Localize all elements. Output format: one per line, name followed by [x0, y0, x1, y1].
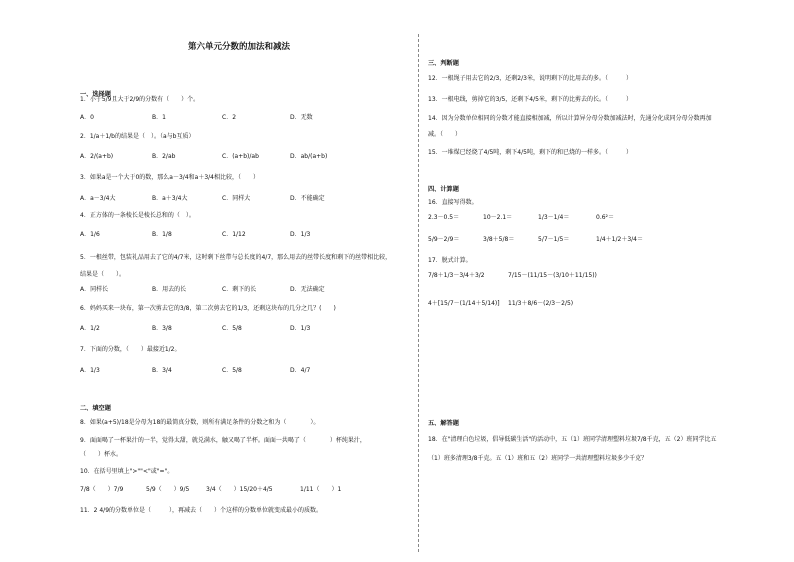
q16-item-1: 2.3－0.5＝ — [428, 214, 460, 221]
q11-text: 11．2 4/9的分数单位是（ ），再减去（ ）个这样的分数单位就变成最小的质数。 — [80, 507, 323, 514]
q2-option-b: B．2/ab — [152, 153, 176, 160]
q6-option-b: B．3/8 — [152, 325, 172, 332]
q5-text-cont: 结果是（ ）。 — [80, 271, 126, 278]
q2-option-c: C．(a+b)/ab — [222, 153, 259, 160]
q7-option-a: A．1/3 — [80, 367, 100, 374]
q10-item-1: 7/8（ ）7/9 — [80, 486, 124, 493]
q16-item-5: 5/9－2/9＝ — [428, 236, 460, 243]
q1-text: 1．小于5/9且大于2/9的分数有（ ）个。 — [80, 96, 200, 103]
q3-option-a: A．a－3/4大 — [80, 195, 116, 202]
section-judge: 三、判断题 — [428, 60, 459, 67]
q6-option-a: A．1/2 — [80, 325, 100, 332]
q12-text: 12．一根绳子用去它的2/3，还剩2/3米，说明剩下的比用去的多。（ ） — [428, 75, 632, 82]
q14-text-cont: 减。（ ） — [428, 131, 462, 138]
section-answer: 五、解答题 — [428, 420, 459, 427]
q17-item-1: 7/8＋1/3－3/4＋3/2 — [428, 272, 485, 279]
q6-option-d: D．1/3 — [290, 325, 311, 332]
q10-item-2: 5/9（ ）9/5 — [146, 486, 190, 493]
q4-option-b: B．1/8 — [152, 231, 172, 238]
q4-option-a: A．1/6 — [80, 231, 100, 238]
q5-text: 5．一根丝带，包装礼品用去了它的4/7米，这时剩下丝带与总长度的4/7，那么用去的丝带长度和剩下的丝带相比较， — [80, 254, 392, 261]
q5-option-b: B．用去的长 — [152, 286, 187, 293]
q2-text: 2．1/a＋1/b的结果是（ ）。（a与b互质） — [80, 133, 195, 140]
section-calc: 四、计算题 — [428, 186, 459, 193]
q8-text: 8．如果(a+5)/18是分母为18的最简真分数，则所有满足条件的分数之和为（ ）。 — [80, 419, 320, 426]
q10-text: 10．在括号里填上">""<"或"="。 — [80, 468, 174, 475]
q5-option-a: A．同样长 — [80, 286, 109, 293]
q1-option-c: C．2 — [222, 114, 237, 121]
q4-option-c: C．1/12 — [222, 231, 246, 238]
page-title: 第六单元分数的加法和减法 — [188, 42, 291, 52]
q3-option-c: C．同样大 — [222, 195, 251, 202]
section-fill: 二、填空题 — [80, 405, 111, 412]
q16-item-3: 1/3－1/4＝ — [538, 214, 570, 221]
q17-item-4: 11/3＋8/6－(2/3－2/5) — [508, 300, 574, 307]
q5-option-c: C．剩下的长 — [222, 286, 257, 293]
q1-option-b: B．1 — [152, 114, 166, 121]
q16-item-4: 0.6²＝ — [596, 214, 614, 221]
q6-text: 6．妈妈买来一块布，第一次剪去它的3/8，第二次剪去它的1/3，还剩这块布的几分之几？( ) — [80, 305, 336, 312]
q9-text: 9．面面喝了一杯果汁的一半，觉得太甜，就兑满水，触又喝了半杯。面面一共喝了（ ）杯纯果汁， — [80, 437, 366, 444]
q16-item-2: 10－2.1＝ — [483, 214, 513, 221]
q10-item-4: 1/11（ ）1 — [300, 486, 342, 493]
q7-text: 7．下面的分数，（ ）最接近1/2。 — [80, 346, 181, 353]
q5-option-d: D．无法确定 — [290, 286, 325, 293]
q15-text: 15．一堆煤已经烧了4/5吨，剩下4/5吨，剩下的和已烧的一样多。（ ） — [428, 149, 632, 156]
q18-text: 18．在"清理白色垃圾，倡导低碳生活"的活动中，五（1）班同学清理塑料垃圾7/8千克，五（2）班同学比五 — [428, 436, 717, 443]
q9-text-cont: （ ）杯水。 — [80, 451, 123, 458]
q16-item-6: 3/8＋5/8＝ — [483, 236, 515, 243]
q17-text: 17．脱式计算。 — [428, 257, 472, 264]
q7-option-c: C．5/8 — [222, 367, 242, 374]
q17-item-2: 7/15－(11/15－(3/10＋11/15)) — [508, 272, 597, 279]
q16-text: 16．直接写得数。 — [428, 199, 478, 206]
right-column — [428, 0, 738, 562]
q2-option-a: A．2/(a+b) — [80, 153, 114, 160]
q6-option-c: C．5/8 — [222, 325, 242, 332]
q10-item-3: 3/4（ ）15/20＋4/5 — [206, 486, 273, 493]
q3-text: 3．如果a是一个大于0的数，那么a－3/4和a＋3/4相比较，（ ） — [80, 174, 259, 181]
q16-item-8: 1/4＋1/2＋3/4＝ — [596, 236, 643, 243]
section-choice: 一、选择题 — [80, 91, 111, 98]
q3-option-d: D．不能确定 — [290, 195, 325, 202]
q1-option-d: D．无数 — [290, 114, 313, 121]
left-column — [80, 0, 410, 562]
q14-text: 14．因为分数单位相同的分数才能直接相加减，所以计算异分母分数加减法时，先通分化成同分母分数再加 — [428, 115, 712, 122]
q17-item-3: 4＋[15/7－(1/14＋5/14)] — [428, 300, 500, 307]
q7-option-b: B．3/4 — [152, 367, 172, 374]
q4-option-d: D．1/3 — [290, 231, 311, 238]
q3-option-b: B．a＋3/4大 — [152, 195, 188, 202]
q13-text: 13．一根电线，剪掉它的3/5，还剩下4/5米，剩下的比剪去的长。（ ） — [428, 96, 632, 103]
q4-text: 4．正方体的一条棱长是棱长总和的（ ）。 — [80, 212, 195, 219]
column-divider — [418, 34, 419, 552]
q1-option-a: A．0 — [80, 114, 94, 121]
q7-option-d: D．4/7 — [290, 367, 311, 374]
q18-text-cont: （1）班多清理3/8千克。五（1）班和五（2）班同学一共清理塑料垃圾多少千克？ — [428, 455, 648, 462]
q2-option-d: D．ab/(a+b) — [290, 153, 328, 160]
q16-item-7: 5/7－1/5＝ — [538, 236, 570, 243]
